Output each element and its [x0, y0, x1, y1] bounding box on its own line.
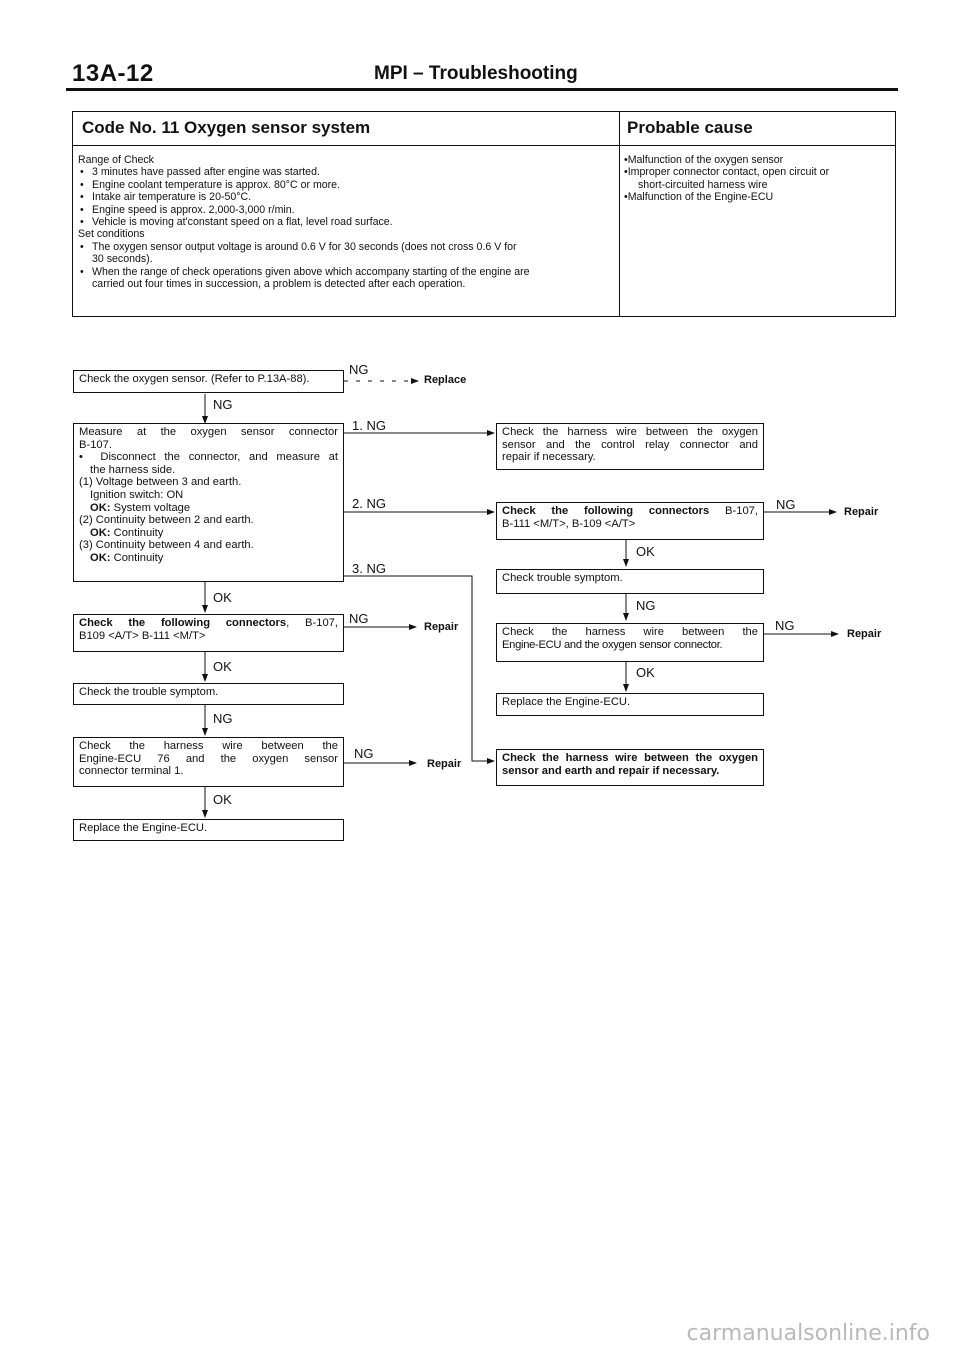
- ok-label: OK: [636, 544, 655, 559]
- harness-relay-box: Check the harness wire between the oxygen sensor and the control relay connector and repair if necessary.: [496, 423, 764, 470]
- ok-label: OK: [213, 792, 232, 807]
- set-heading: Set conditions: [78, 228, 145, 241]
- ng2-label: 2. NG: [352, 496, 386, 511]
- harness-ecu-sensor-box: Check the harness wire between the Engine-ECU and the oxygen sensor connector.: [496, 623, 764, 662]
- range-item: • Vehicle is moving at'constant speed on a flat, level road surface.: [80, 216, 393, 229]
- repair-action: Repair: [844, 506, 879, 518]
- ng-label: NG: [213, 711, 233, 726]
- page-number: 13A-12: [72, 60, 154, 87]
- replace-ecu-left-box: Replace the Engine-ECU.: [73, 819, 344, 841]
- range-heading: Range of Check: [78, 154, 154, 166]
- ok-label: OK: [213, 659, 232, 674]
- repair-action: Repair: [847, 628, 882, 640]
- cause-item-cont: short-circuited harness wire: [638, 178, 768, 191]
- replace-ecu-right-box: Replace the Engine-ECU.: [496, 693, 764, 716]
- range-item: • Engine coolant temperature is approx. 80°C or more.: [80, 178, 341, 191]
- ng-label: NG: [349, 362, 369, 377]
- range-item: • 3 minutes have passed after engine was started.: [80, 166, 320, 179]
- range-item: • Engine speed is approx. 2,000-3,000 r/min.: [80, 203, 295, 216]
- probable-cause-title: Probable cause: [627, 118, 753, 137]
- replace-action: Replace: [424, 374, 467, 386]
- section-title: MPI – Troubleshooting: [374, 63, 578, 84]
- check-trouble-left-box: Check the trouble symptom.: [73, 683, 344, 705]
- ng-label: NG: [775, 618, 795, 633]
- ng-label: NG: [349, 611, 369, 626]
- ok-label: OK: [213, 590, 232, 605]
- cause-item: •Improper connector contact, open circuit or: [624, 166, 830, 179]
- set-item-cont: 30 seconds).: [92, 253, 153, 266]
- ng-label: NG: [776, 497, 796, 512]
- harness-ecu76-box: Check the harness wire between the Engine-ECU 76 and the oxygen sensor connector terminal 1.: [73, 737, 344, 787]
- cause-item: •Malfunction of the oxygen sensor: [624, 154, 784, 166]
- ng-label: NG: [636, 598, 656, 613]
- check-connectors-right-box: Check the following connectors B-107, B-111 <M/T>, B-109 <A/T>: [496, 502, 764, 540]
- ng3-label: 3. NG: [352, 561, 386, 576]
- range-item: • Intake air temperature is 20-50°C.: [80, 191, 252, 204]
- check-oxygen-sensor-box: Check the oxygen sensor. (Refer to P.13A-88).: [73, 370, 344, 393]
- measure-connector-box: Measure at the oxygen sensor connector B-107. • Disconnect the connector, and measure at the harness side. (1) Voltage between 3 and earth. Ignition switch: ON OK: System voltage (2) Continuity between 2 and earth. OK: Continuity (3) Continuity between 4 and earth. OK: Continuity: [73, 423, 344, 582]
- watermark: carmanualsonline.info: [686, 1321, 930, 1346]
- set-item: • The oxygen sensor output voltage is around 0.6 V for 30 seconds (does not cross 0.6 V for: [80, 240, 517, 253]
- set-item-cont: carried out four times in succession, a problem is detected after each operation.: [92, 278, 466, 291]
- repair-action: Repair: [427, 758, 462, 770]
- check-trouble-right-box: Check trouble symptom.: [496, 569, 764, 594]
- ng-label: NG: [354, 746, 374, 761]
- repair-action: Repair: [424, 621, 459, 633]
- ng-label: NG: [213, 397, 233, 412]
- set-item: • When the range of check operations given above which accompany starting of the engine are: [80, 265, 530, 278]
- code-title: Code No. 11 Oxygen sensor system: [82, 118, 371, 137]
- cause-item: •Malfunction of the Engine-ECU: [624, 191, 774, 204]
- check-connectors-left-box: Check the following connectors, B-107, B109 <A/T> B-111 <M/T>: [73, 614, 344, 652]
- ng1-label: 1. NG: [352, 418, 386, 433]
- ok-label: OK: [636, 665, 655, 680]
- harness-earth-box: Check the harness wire between the oxygen sensor and earth and repair if necessary.: [496, 749, 764, 786]
